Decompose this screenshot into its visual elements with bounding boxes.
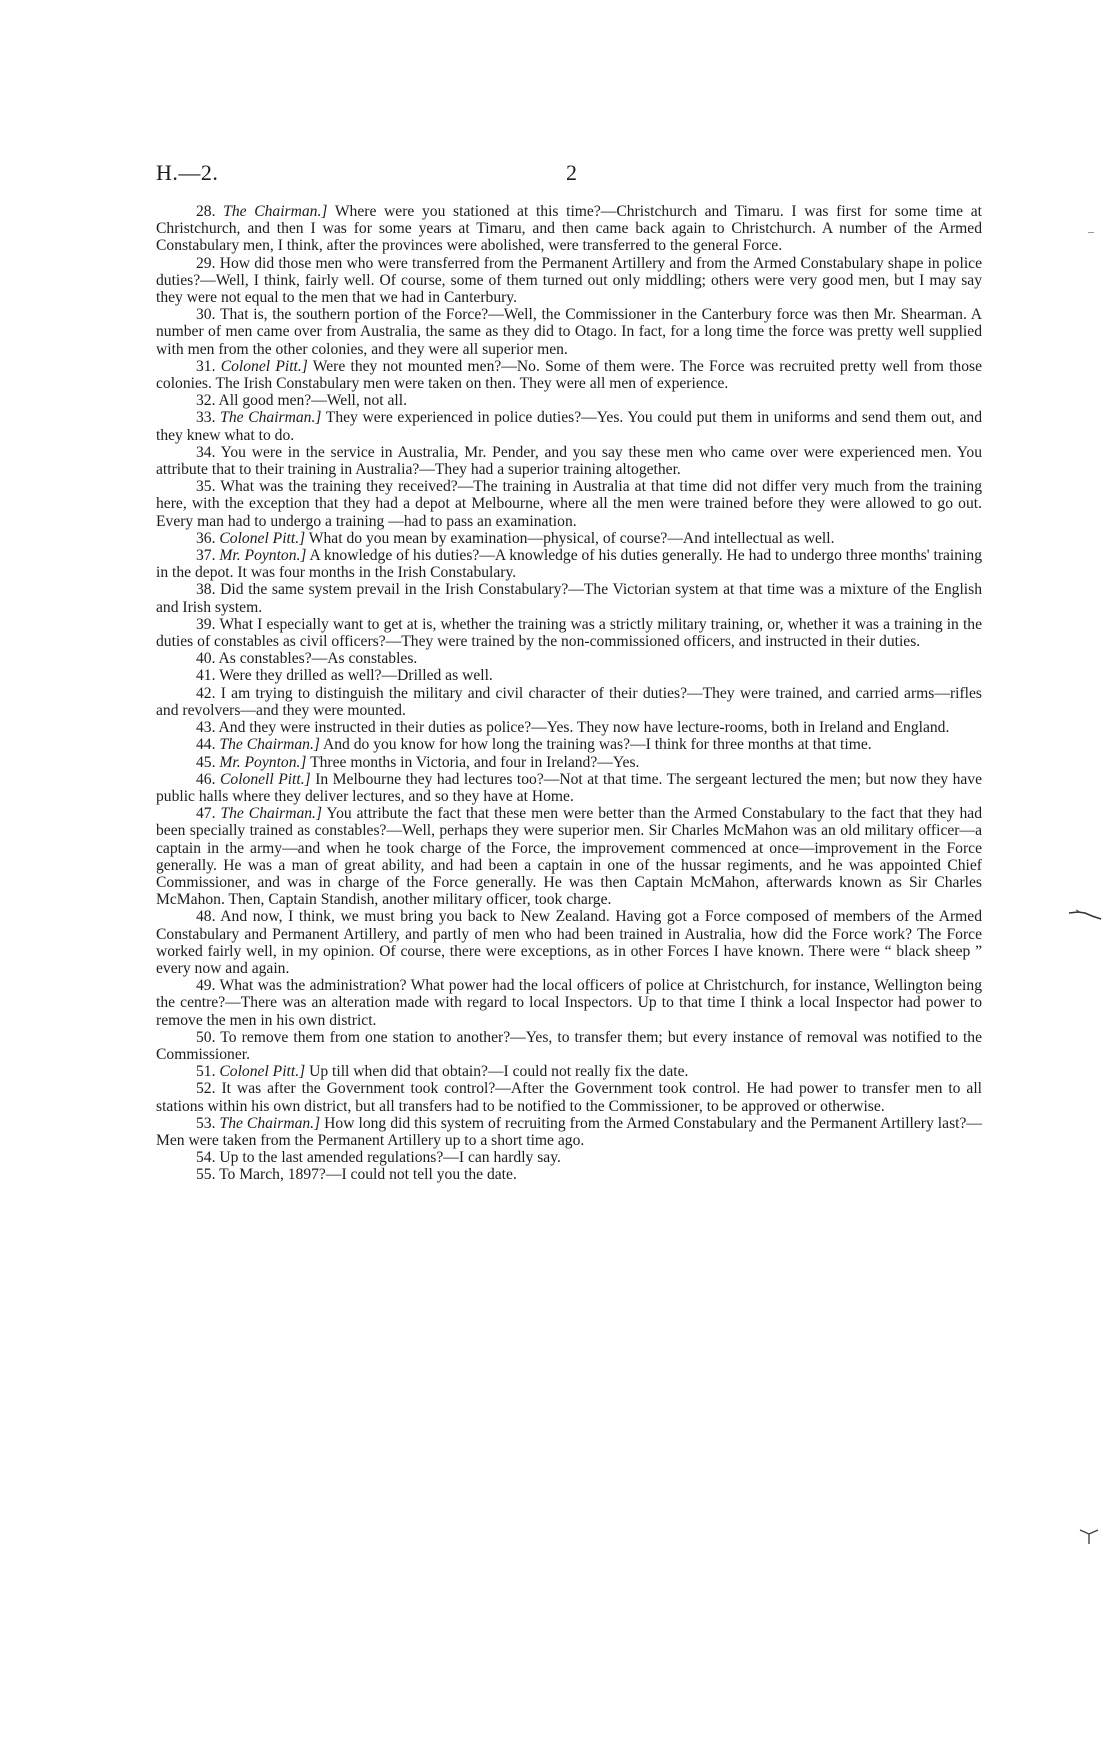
- question-number: 33.: [196, 409, 216, 427]
- question-number: 32.: [196, 392, 216, 410]
- paragraph-52: [156, 1080, 982, 1114]
- paragraph-39: [156, 616, 982, 650]
- paragraph-text: How long did this system of recruiting from the Armed Constabulary and the Permanent Artillery last?—Men were taken from the Permanent Artillery up to a short time ago.: [156, 1114, 982, 1149]
- paragraph-text: Three months in Victoria, and four in Ireland?—Yes.: [306, 753, 640, 771]
- paragraph-35: [156, 478, 982, 530]
- question-number: 42.: [196, 684, 216, 702]
- document-reference: H.—2.: [156, 160, 219, 185]
- speaker-label: Colonell Pitt.]: [220, 770, 311, 788]
- paragraph-text: What was the training they received?—The training in Australia at that time did not differ very much from the training here, with the exception that they had a depot at Melbourne, where all the men were trained before they were allowed to go out. Every man had to undergo a training —had to pass an examination.: [156, 478, 982, 530]
- question-number: 35.: [196, 478, 216, 496]
- question-number: 43.: [196, 719, 216, 737]
- paragraph-42: [156, 685, 982, 719]
- question-number: 40.: [196, 650, 216, 668]
- paragraph-text: Were they drilled as well?—Drilled as well.: [215, 667, 493, 685]
- paragraph-text: Where were you stationed at this time?—Christchurch and Timaru. I was first for some time at Christchurch, and then I was for some years at Timaru, and then came back again to Christchurch. A number of the Armed Constabulary men, I think, after the provinces were abolished, were transferred to the general Force.: [156, 203, 982, 255]
- paragraph-text: Up till when did that obtain?—I could not really fix the date.: [305, 1063, 689, 1081]
- question-number: 31.: [196, 357, 216, 375]
- paragraph-text: They were experienced in police duties?—Yes. You could put them in uniforms and send them out, and they knew what to do.: [156, 409, 982, 444]
- paragraph-44: [156, 736, 982, 753]
- question-number: 41.: [196, 667, 216, 685]
- page-number: 2: [566, 160, 577, 185]
- speaker-label: The Chairman.]: [219, 736, 320, 754]
- speaker-label: Mr. Poynton.]: [219, 753, 307, 771]
- speaker-label: The Chairman.]: [220, 805, 323, 823]
- question-number: 51.: [196, 1063, 216, 1081]
- margin-tick-mark: [1078, 1526, 1100, 1546]
- paragraph-38: [156, 581, 982, 615]
- question-number: 53.: [196, 1114, 216, 1132]
- paragraph-37: [156, 547, 982, 581]
- question-number: 55.: [196, 1166, 216, 1184]
- speaker-label: Colonel Pitt.]: [220, 357, 308, 375]
- paragraph-31: [156, 358, 982, 392]
- paragraph-text: In Melbourne they had lectures too?—Not at that time. The sergeant lectured the men; but now they have public halls where they deliver lectures, and so they have at Home.: [156, 770, 983, 805]
- paragraph-text: As constables?—As constables.: [215, 650, 418, 668]
- paragraph-41: [156, 667, 982, 684]
- paragraph-text: And now, I think, we must bring you back to New Zealand. Having got a Force composed of members of the Armed Constabulary and Permanent Artillery, and partly of men who had been trained in Australia, how did the Force work? The Force worked fairly well, in my opinion. Of course, there were exceptions, as in other Forces I have known. There were “ black sheep ” every now and again.: [156, 908, 982, 977]
- speaker-label: Colonel Pitt.]: [219, 1063, 306, 1081]
- paragraph-text: What I especially want to get at is, whether the training was a strictly military training, or, whether it was a training in the duties of constables as civil officers?—They were trained by the non-commissioned officers, and instructed in their duties.: [156, 615, 982, 651]
- paragraph-text: Up to the last amended regulations?—I can hardly say.: [215, 1149, 561, 1167]
- paragraph-text: To remove them from one station to another?—Yes, to transfer them; but every instance of removal was notified to the Commissioner.: [156, 1028, 982, 1063]
- testimony-body: [156, 203, 982, 1184]
- paragraph-29: [156, 255, 982, 307]
- paragraph-text: And they were instructed in their duties as police?—Yes. They now have lecture-rooms, both in Ireland and England.: [215, 719, 950, 737]
- paragraph-40: [156, 650, 982, 667]
- paragraph-53: [156, 1115, 982, 1149]
- paragraph-28: [156, 203, 982, 255]
- paragraph-33: [156, 409, 982, 443]
- paragraph-text: And do you know for how long the training was?—I think for three months at that time.: [319, 736, 872, 754]
- margin-scratch-mark: [1068, 906, 1102, 920]
- question-number: 50.: [196, 1028, 216, 1046]
- paragraph-30: [156, 306, 982, 358]
- question-number: 48.: [196, 908, 216, 926]
- paragraph-text: All good men?—Well, not all.: [215, 392, 407, 410]
- paragraph-36: [156, 530, 982, 547]
- speaker-label: The Chairman.]: [219, 1114, 321, 1132]
- speaker-label: The Chairman.]: [220, 409, 322, 427]
- paragraph-34: [156, 444, 982, 478]
- paragraph-48: [156, 908, 982, 977]
- paragraph-text: What do you mean by examination—physical, of course?—And intellectual as well.: [305, 529, 835, 547]
- paragraph-text: I am trying to distinguish the military and civil character of their duties?—They were trained, and carried arms—rifles and revolvers—and they were mounted.: [156, 684, 982, 719]
- question-number: 52.: [196, 1080, 216, 1098]
- paragraph-text: You attribute the fact that these men were better than the Armed Constabulary to the fact that they had been specially trained as constables?—Well, perhaps they were superior men. Sir Charles McMahon was an old military officer—a captain in the army—and when he took charge of the Force, the improvement commenced at once—improvement in the Force generally. He was a man of great ability, and had been a captain in one of the hussar regiments, and he was appointed Chief Commissioner, and was in charge of the Force generally. He was then Captain McMahon, afterwards known as Sir Charles McMahon. Then, Captain Standish, another military officer, took charge.: [156, 805, 982, 909]
- question-number: 47.: [196, 805, 216, 823]
- paragraph-47: [156, 805, 982, 908]
- question-number: 28.: [196, 203, 216, 220]
- paragraph-text: What was the administration? What power had the local officers of police at Christchurch, for instance, Wellington being the centre?—There was an alteration made with regard to local Inspectors. Up to that time I think a local Inspector had power to remove the men in his own district.: [156, 977, 982, 1029]
- question-number: 38.: [196, 581, 216, 599]
- paragraph-text: Were they not mounted men?—No. Some of them were. The Force was recruited pretty well from those colonies. The Irish Constabulary men were taken on then. They were all men of experience.: [156, 357, 982, 393]
- question-number: 54.: [196, 1149, 216, 1167]
- question-number: 44.: [196, 736, 216, 754]
- paragraph-text: That is, the southern portion of the Force?—Well, the Commissioner in the Canterbury force was then Mr. Shearman. A number of men came over from Australia, the same as they did to Otago. In fact, for a long time the force was pretty well supplied with men from the other colonies, and they were all superior men.: [156, 306, 982, 358]
- question-number: 29.: [196, 254, 216, 272]
- question-number: 46.: [196, 770, 216, 788]
- question-number: 37.: [196, 547, 216, 565]
- speaker-label: The Chairman.]: [223, 203, 328, 220]
- question-number: 49.: [196, 977, 216, 995]
- paragraph-text: Did the same system prevail in the Irish Constabulary?—The Victorian system at that time was a mixture of the English and Irish system.: [156, 581, 982, 616]
- paragraph-50: [156, 1029, 982, 1063]
- margin-speck: [1088, 232, 1094, 237]
- question-number: 45.: [196, 753, 216, 771]
- paragraph-46: [156, 771, 982, 805]
- paragraph-text: How did those men who were transferred from the Permanent Artillery and from the Armed Constabulary shape in police duties?—Well, I think, fairly well. Of course, some of them turned out only middling; others were very good men, but I may say they were not equal to the men that we had in Canterbury.: [156, 254, 982, 307]
- question-number: 39.: [196, 615, 216, 633]
- paragraph-text: A knowledge of his duties?—A knowledge of his duties generally. He had to undergo three months' training in the depot. It was four months in the Irish Constabulary.: [156, 547, 982, 582]
- question-number: 30.: [196, 306, 216, 324]
- paragraph-32: [156, 392, 982, 409]
- paragraph-text: You were in the service in Australia, Mr. Pender, and you say these men who came over were experienced men. You attribute that to their training in Australia?—They had a superior training altogether.: [156, 443, 982, 479]
- paragraph-43: [156, 719, 982, 736]
- paragraph-45: [156, 754, 982, 771]
- speaker-label: Colonel Pitt.]: [219, 529, 306, 547]
- page-header: [156, 160, 976, 190]
- paragraph-51: [156, 1063, 982, 1080]
- paragraph-49: [156, 977, 982, 1029]
- paragraph-55: [156, 1166, 982, 1183]
- speaker-label: Mr. Poynton.]: [219, 547, 307, 565]
- paragraph-text: It was after the Government took control?—After the Government took control. He had power to transfer men to all stations within his own district, but all transfers had to be notified to the Commissioner, to be approved or otherwise.: [156, 1080, 982, 1115]
- question-number: 34.: [196, 443, 216, 461]
- question-number: 36.: [196, 529, 216, 547]
- paragraph-text: To March, 1897?—I could not tell you the date.: [215, 1166, 517, 1184]
- paragraph-54: [156, 1149, 982, 1166]
